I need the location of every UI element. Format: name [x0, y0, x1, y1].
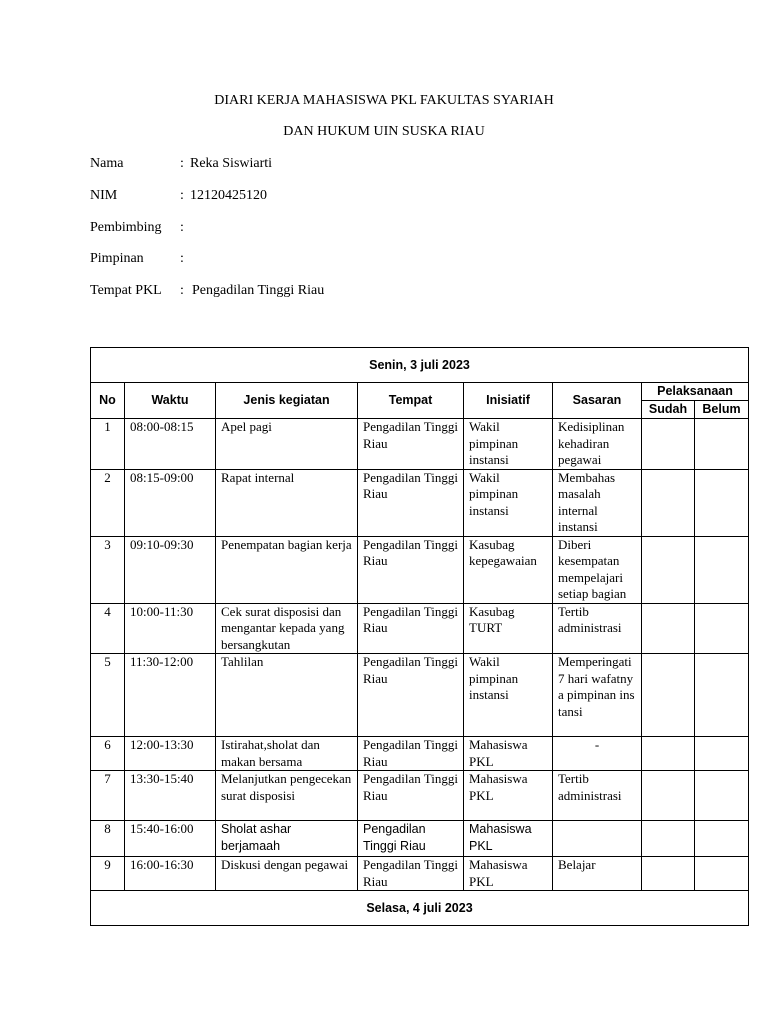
cell-sudah: [642, 603, 695, 654]
cell-sasaran: Kedisiplinan kehadiran pegawai: [553, 419, 642, 470]
cell-sasaran: Diberi kesempatan mempelajari setiap bagian: [553, 536, 642, 603]
cell-waktu: 11:30-12:00: [125, 654, 216, 737]
cell-sudah: [642, 654, 695, 737]
cell-no: 1: [91, 419, 125, 470]
table-row: [91, 821, 749, 857]
field-colon: :: [180, 251, 184, 266]
cell-no: 9: [91, 857, 125, 891]
cell-inisiatif: Wakil pimpinan instansi: [464, 419, 553, 470]
column-header-pelaksanaan: Pelaksanaan: [642, 383, 749, 401]
cell-tempat: Pengadilan Tinggi Riau: [358, 469, 464, 536]
table-row: [91, 771, 749, 821]
cell-tempat: Pengadilan Tinggi Riau: [358, 536, 464, 603]
cell-jenis: Melanjutkan pengecekan surat disposisi: [216, 771, 358, 821]
cell-no: 6: [91, 737, 125, 771]
field-value: Pengadilan Tinggi Riau: [192, 283, 325, 298]
field-colon: :: [180, 188, 184, 203]
cell-belum: [695, 821, 749, 857]
column-header-belum: Belum: [695, 401, 749, 419]
cell-jenis: Penempatan bagian kerja: [216, 536, 358, 603]
table-row: [91, 654, 749, 737]
diary-table: [90, 347, 749, 926]
cell-sasaran: Membahas masalah internal instansi: [553, 469, 642, 536]
cell-waktu: 15:40-16:00: [125, 821, 216, 857]
cell-sudah: [642, 737, 695, 771]
cell-jenis: Tahlilan: [216, 654, 358, 737]
column-header-waktu: Waktu: [125, 383, 216, 419]
cell-jenis: Istirahat,sholat dan makan bersama: [216, 737, 358, 771]
cell-inisiatif: Wakil pimpinan instansi: [464, 654, 553, 737]
cell-belum: [695, 469, 749, 536]
cell-waktu: 16:00-16:30: [125, 857, 216, 891]
cell-jenis: Apel pagi: [216, 419, 358, 470]
cell-no: 3: [91, 536, 125, 603]
cell-waktu: 09:10-09:30: [125, 536, 216, 603]
cell-tempat: Pengadilan Tinggi Riau: [358, 857, 464, 891]
field-colon: :: [180, 220, 184, 235]
column-header-sudah: Sudah: [642, 401, 695, 419]
cell-inisiatif: Kasubag TURT: [464, 603, 553, 654]
cell-sudah: [642, 469, 695, 536]
field-label: Nama: [90, 156, 124, 171]
cell-jenis: Rapat internal: [216, 469, 358, 536]
field-label: NIM: [90, 188, 118, 203]
cell-waktu: 08:15-09:00: [125, 469, 216, 536]
table-row: [91, 469, 749, 536]
column-header-sasaran: Sasaran: [553, 383, 642, 419]
cell-waktu: 10:00-11:30: [125, 603, 216, 654]
table-row: [91, 737, 749, 771]
cell-belum: [695, 603, 749, 654]
cell-sasaran: Tertib administrasi: [553, 771, 642, 821]
cell-waktu: 13:30-15:40: [125, 771, 216, 821]
field-label: Pembimbing: [90, 220, 162, 235]
column-header-no: No: [91, 383, 125, 419]
column-header-tempat: Tempat: [358, 383, 464, 419]
field-colon: :: [180, 156, 184, 171]
cell-sudah: [642, 536, 695, 603]
cell-sudah: [642, 771, 695, 821]
field-colon: :: [180, 283, 184, 298]
field-value: Reka Siswiarti: [190, 156, 273, 171]
day-header-senin: Senin, 3 juli 2023: [91, 348, 749, 383]
cell-belum: [695, 771, 749, 821]
cell-sasaran: -: [553, 737, 642, 771]
table-row: [91, 419, 749, 470]
cell-tempat: Pengadilan Tinggi Riau: [358, 654, 464, 737]
cell-no: 4: [91, 603, 125, 654]
cell-tempat: Pengadilan Tinggi Riau: [358, 419, 464, 470]
cell-belum: [695, 536, 749, 603]
field-label: Tempat PKL: [90, 283, 162, 298]
column-header-jenis-kegiatan: Jenis kegiatan: [216, 383, 358, 419]
cell-tempat: Pengadilan Tinggi Riau: [358, 771, 464, 821]
document-title-line1: DIARI KERJA MAHASISWA PKL FAKULTAS SYARIAH: [214, 93, 554, 108]
cell-belum: [695, 857, 749, 891]
cell-sasaran: [553, 821, 642, 857]
table-row: [91, 603, 749, 654]
table-row: [91, 857, 749, 891]
cell-no: 5: [91, 654, 125, 737]
cell-tempat: Pengadilan Tinggi Riau: [358, 821, 464, 857]
cell-sudah: [642, 821, 695, 857]
cell-tempat: Pengadilan Tinggi Riau: [358, 603, 464, 654]
column-header-inisiatif: Inisiatif: [464, 383, 553, 419]
day-header-selasa: Selasa, 4 juli 2023: [91, 891, 749, 926]
cell-sasaran: Belajar: [553, 857, 642, 891]
cell-inisiatif: Mahasiswa PKL: [464, 821, 553, 857]
table-row: [91, 536, 749, 603]
cell-inisiatif: Mahasiswa PKL: [464, 771, 553, 821]
document-title-line2: DAN HUKUM UIN SUSKA RIAU: [283, 124, 485, 139]
cell-waktu: 12:00-13:30: [125, 737, 216, 771]
cell-inisiatif: Wakil pimpinan instansi: [464, 469, 553, 536]
field-value: 12120425120: [190, 188, 267, 203]
cell-tempat: Pengadilan Tinggi Riau: [358, 737, 464, 771]
cell-no: 2: [91, 469, 125, 536]
cell-waktu: 08:00-08:15: [125, 419, 216, 470]
cell-belum: [695, 419, 749, 470]
cell-inisiatif: Kasubag kepegawaian: [464, 536, 553, 603]
cell-jenis: Diskusi dengan pegawai: [216, 857, 358, 891]
cell-no: 7: [91, 771, 125, 821]
cell-sasaran: Tertib administrasi: [553, 603, 642, 654]
cell-belum: [695, 737, 749, 771]
cell-belum: [695, 654, 749, 737]
cell-sudah: [642, 419, 695, 470]
cell-jenis: Cek surat disposisi dan mengantar kepada yang bersangkutan: [216, 603, 358, 654]
field-label: Pimpinan: [90, 251, 144, 266]
cell-no: 8: [91, 821, 125, 857]
cell-sasaran: Memperingati 7 hari wafatnya pimpinan instansi: [553, 654, 642, 737]
cell-sudah: [642, 857, 695, 891]
cell-inisiatif: Mahasiswa PKL: [464, 857, 553, 891]
cell-inisiatif: Mahasiswa PKL: [464, 737, 553, 771]
cell-jenis: Sholat ashar berjamaah: [216, 821, 358, 857]
